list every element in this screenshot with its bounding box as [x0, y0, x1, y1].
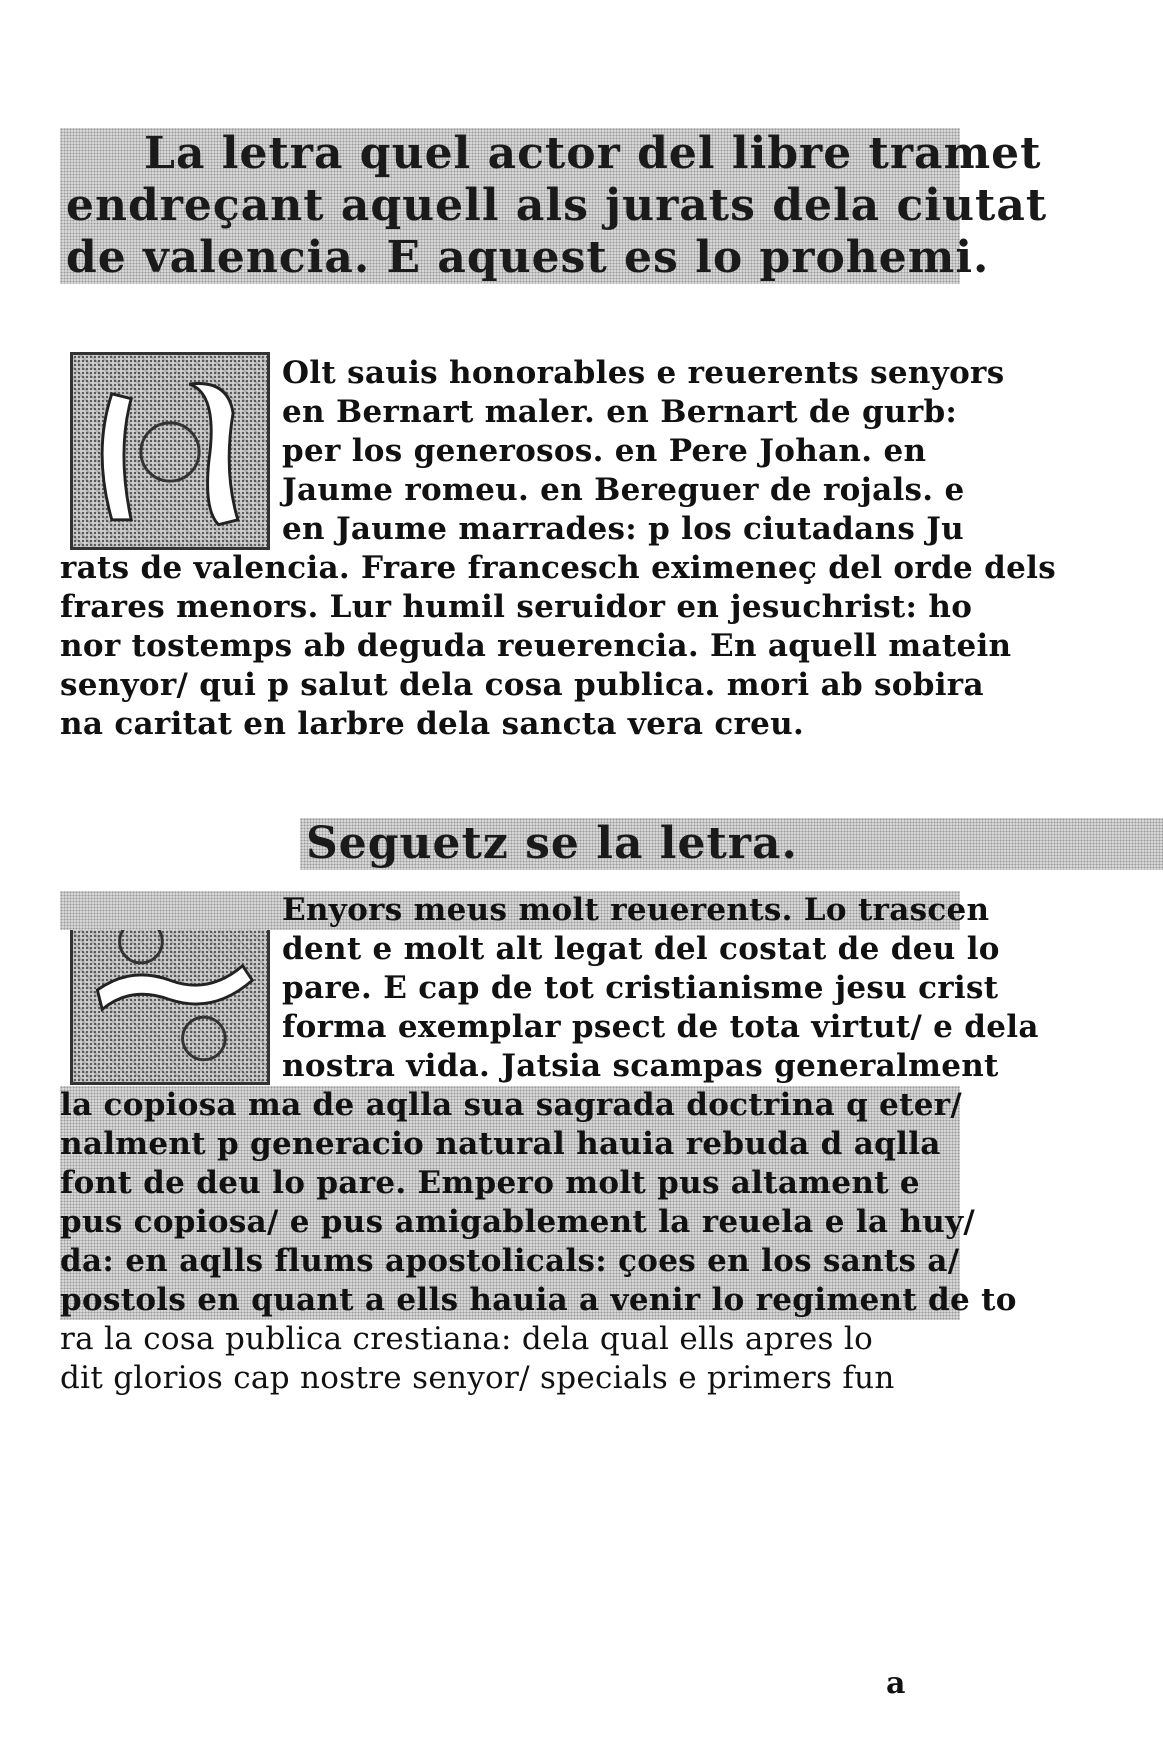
text-line: Olt sauis honorables e reuerents senyors: [282, 355, 1005, 391]
text-line: pus copiosa/ e pus amigablement la reuela e la huy/: [60, 1204, 976, 1240]
text-line: nostra vida. Jatsia scampas generalment: [282, 1048, 999, 1084]
text-line: nalment p generacio natural hauia rebuda d aqlla: [60, 1125, 960, 1164]
signature-mark: a: [886, 1666, 906, 1701]
letter-body-2: [60, 891, 1039, 1398]
subheading-text: Seguetz se la letra.: [300, 818, 1163, 870]
text-line: Enyors meus molt reuerents. Lo trascen: [60, 891, 960, 930]
text-line: senyor/ qui p salut dela cosa publica. mori ab sobira: [60, 667, 984, 703]
text-line: en Bernart maler. en Bernart de gurb:: [282, 394, 958, 430]
heading-line: La letra quel actor del libre tramet: [60, 128, 960, 180]
text-line: postols en quant a ells hauia a venir lo regiment de to: [60, 1282, 1017, 1318]
text-line: per los generosos. en Pere Johan. en: [282, 433, 927, 469]
text-line: pare. E cap de tot cristianisme jesu crist: [282, 970, 999, 1006]
text-line: forma exemplar psect de tota virtut/ e dela: [282, 1009, 1039, 1045]
text-line: font de deu lo pare. Empero molt pus altament e: [60, 1164, 960, 1203]
chapter-heading: [60, 128, 1048, 284]
heading-line: endreçant aquell als jurats dela ciutat: [60, 180, 960, 232]
text-line: la copiosa ma de aqlla sua sagrada doctrina q eter/: [60, 1087, 963, 1123]
section-subheading: [300, 818, 1163, 870]
text-line: ra la cosa publica crestiana: dela qual ells apres lo: [60, 1321, 874, 1357]
text-line: nor tostemps ab deguda reuerencia. En aquell matein: [60, 628, 1012, 664]
text-line: na caritat en larbre dela sancta vera creu.: [60, 706, 805, 742]
text-line: da: en aqlls flums apostolicals: çoes en los sants a/: [60, 1243, 960, 1279]
text-line: dent e molt alt legat del costat de deu lo: [282, 931, 1000, 967]
text-line: frares menors. Lur humil seruidor en jesuchrist: ho: [60, 589, 973, 625]
text-line: dit glorios cap nostre senyor/ specials e primers fun: [60, 1360, 895, 1396]
text-line: en Jaume marrades: p los ciutadans Ju: [282, 511, 965, 547]
text-line: rats de valencia. Frare francesch eximeneç del orde dels: [60, 550, 1056, 586]
heading-line: de valencia. E aquest es lo prohemi.: [60, 232, 960, 284]
letter-body-1: [60, 354, 1056, 744]
text-line: Jaume romeu. en Bereguer de rojals. e: [282, 472, 965, 508]
